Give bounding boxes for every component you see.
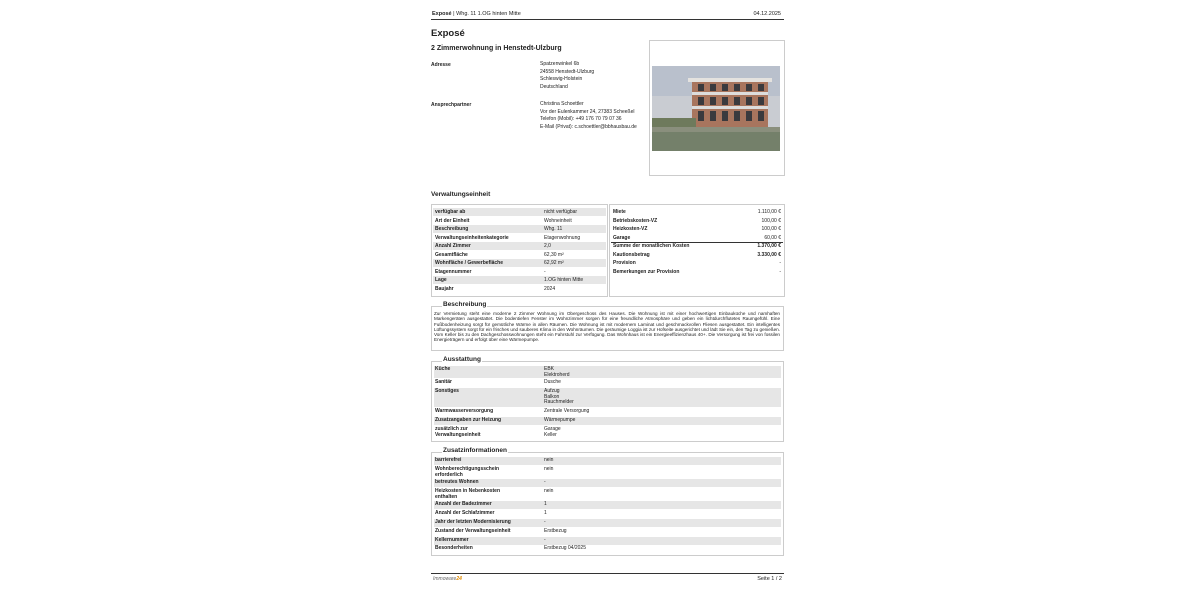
equipment-box [431, 356, 784, 442]
property-subtitle: 2 Zimmerwohnung in Henstedt-Ulzburg [431, 45, 562, 52]
table-row: Anzahl der Badezimmer 1 [434, 501, 781, 509]
additional-info-heading: Zusatzinformationen [443, 447, 507, 454]
contact-label: Ansprechpartner [431, 102, 472, 108]
table-row: Küche EBK Elektroherd [434, 366, 781, 378]
contact-block [540, 101, 637, 131]
table-row: Jahr der letzten Modernisierung - [434, 519, 781, 527]
address-label: Adresse [431, 62, 451, 68]
table-row: Zusatzangaben zur Heizung Wärmepumpe [434, 417, 781, 425]
brand-logo: Immoware24 [433, 576, 462, 582]
table-row: Kautionsbetrag 3.330,00 € [613, 251, 781, 258]
page-header [431, 11, 784, 20]
table-row: betreutes Wohnen - [434, 479, 781, 487]
table-row: Warmwasserversorgung Zentrale Versorgung [435, 408, 590, 414]
table-row: Anzahl Zimmer 2,0 [433, 242, 606, 250]
table-row: barrierefrei nein [434, 457, 781, 465]
description-text: Zur Vermietung steht eine moderne 2 Zimmer Wohnung im Obergeschoss des Hauses. Die Wohnung ist mit einer hochwertigen Einbauküche und namhaften Markengeräten ausgestattet. Die bodentiefen Fenster im Wohnzimmer sorgen für eine freundliche Atmosphäre und geben ein lichtdurchflutetes Raumgefühl. Eine Fußbodenheizung sorgt für gemütliche Wärme in allen Räumen. Die Wohnung ist mit modernem Laminat und geschmackvollen Fliesen ausgestattet. Ein intelligentes Lüftungssystem sorgt für ein frisches und sauberes Klima in den Wohnräumen. Die geräumige Loggia ist zur Hofseite ausgerichtet und lädt Sie ein, den Tag zu genießen. Vom Keller bis zu den Dachgeschosswohnungen steht ein Fahrstuhl zur Verfügung. Das Wohnhaus ist ein Energieeffizienzhaus 40+. Die Versorgung ist frei von fossilen Energieträgern und erfolgt über eine Wärmepumpe. [434, 311, 780, 343]
table-row: Gesamtfläche 62,30 m² [435, 251, 564, 258]
table-row: Baujahr 2024 [435, 285, 556, 292]
page-number: Seite 1 / 2 [757, 576, 782, 582]
page-footer [431, 573, 784, 582]
table-row: Heizkosten-VZ 100,00 € [613, 226, 781, 232]
address-line: 24558 Henstedt-Ulzburg [540, 68, 595, 75]
equipment-heading: Ausstattung [443, 356, 481, 363]
table-row: Wohnfläche / Gewerbefläche 62,92 m² [433, 259, 606, 267]
table-row: Zustand der Verwaltungseinheit Erstbezug [435, 528, 567, 534]
table-row: Kellernummer - [434, 537, 781, 545]
contact-email[interactable]: E-Mail (Privat): c.schoettler@bbhausbau.de [540, 123, 637, 130]
table-row: Heizkosten in Nebenkosten enthalten nein [435, 488, 554, 500]
building-image [652, 66, 780, 151]
contact-line: Telefon (Mobil): +49 176 70 79 07 36 [540, 116, 622, 122]
table-row-total: Summe der monatlichen Kosten 1.370,00 € [613, 243, 781, 249]
table-row: Verwaltungseinheitenkategorie Etagenwohnung [435, 234, 581, 241]
address-line: Deutschland [540, 83, 568, 90]
contact-line: Christina Schoettler [540, 101, 584, 107]
table-row: Sanitär Dusche [435, 379, 561, 385]
address-line: Spatzenwinkel 6b [540, 61, 580, 67]
contact-line: Vor der Eulenkammer 24, 27383 Scheeßel [540, 108, 635, 115]
table-row: verfügbar ab nicht verfügbar [433, 208, 606, 216]
costs-table [609, 204, 785, 297]
table-row: Anzahl der Schlafzimmer 1 [435, 510, 547, 516]
table-row: Bemerkungen zur Provision - [613, 268, 781, 275]
table-row: Sonstiges Aufzug Balkon Rauchmelder [434, 388, 781, 407]
header-title: Exposé [432, 11, 452, 17]
table-row: Art der Einheit Wohneinheit [435, 217, 572, 224]
header-unit: | Whg. 11 1.OG hinten Mitte [451, 11, 521, 17]
table-row: Beschreibung Whg. 11 [433, 225, 606, 233]
address-line: Schleswig-Holstein [540, 76, 583, 82]
address-block [540, 61, 594, 91]
page-title: Exposé [431, 28, 465, 39]
table-row: Betriebskosten-VZ 100,00 € [613, 217, 781, 224]
additional-info-box [431, 447, 784, 556]
table-row: Wohnberechtigungsschein erforderlich nein [435, 466, 554, 478]
header-date: 04.12.2025 [753, 11, 781, 17]
table-row: Lage 1.OG hinten Mitte [433, 276, 606, 284]
unit-details-table [431, 204, 608, 297]
description-heading: Beschreibung [443, 301, 487, 308]
table-row: Provision - [613, 260, 781, 266]
table-row: Garage 60,00 € [613, 234, 781, 241]
description-box [431, 301, 784, 351]
table-row: Miete 1.110,00 € [613, 209, 781, 215]
unit-section-title: Verwaltungseinheit [431, 191, 491, 198]
table-row: zusätzlich zur Verwaltungseinheit Garage Keller [435, 426, 561, 438]
table-row: Besonderheiten Erstbezug 04/2025 [435, 545, 586, 551]
table-row: Etagennummer - [435, 268, 546, 275]
property-photo [649, 40, 785, 176]
